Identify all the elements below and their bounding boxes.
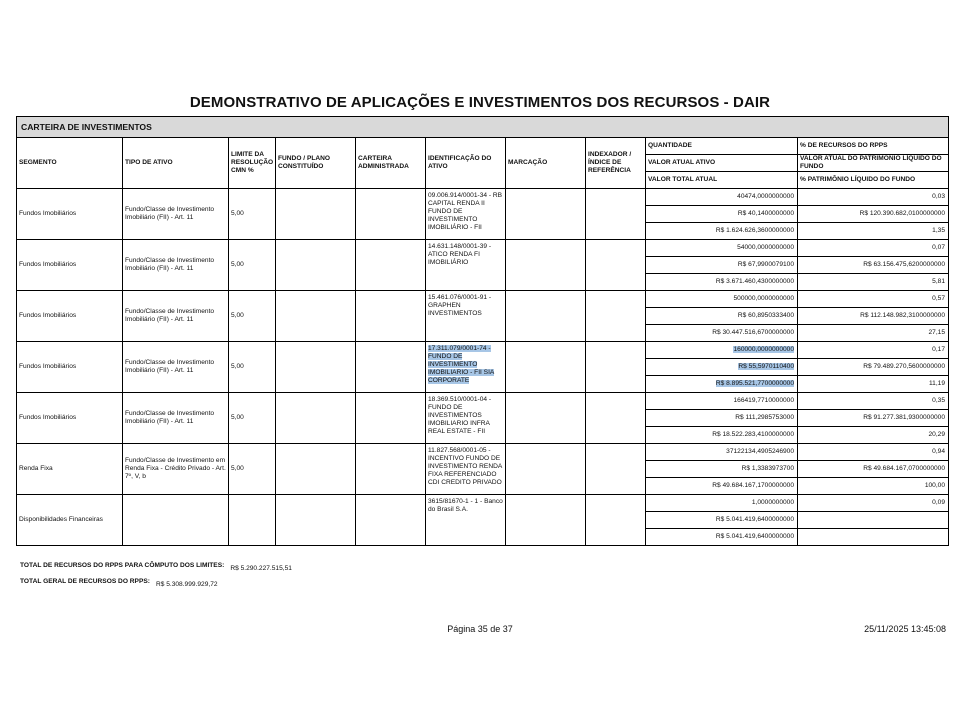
cell-valor-pl-fundo: R$ 79.489.270,5600000000 — [798, 359, 949, 376]
header-pct-recursos: % DE RECURSOS DO RPPS — [798, 138, 949, 155]
cell-segmento: Disponibilidades Financeiras — [17, 495, 123, 546]
cell-tipo-ativo: Fundo/Classe de Investimento Imobiliário (FII) - Art. 11 — [123, 189, 229, 240]
cell-fundo-plano — [276, 444, 356, 495]
cell-carteira — [356, 189, 426, 240]
value-quantidade: 40474,0000000000 — [737, 193, 794, 201]
table-row — [17, 240, 949, 257]
total-computo-label: TOTAL DE RECURSOS DO RPPS PARA CÔMPUTO DOS LIMITES: — [20, 562, 225, 569]
cell-valor-atual-ativo — [646, 512, 798, 529]
cell-fundo-plano — [276, 240, 356, 291]
cell-marcacao — [506, 291, 586, 342]
cell-fundo-plano — [276, 342, 356, 393]
cell-identificacao: 18.369.510/0001-04 - FUNDO DE INVESTIMENTOS IMOBILIARIO INFRA REAL ESTATE - FII — [426, 393, 506, 444]
value-valor-total-atual: R$ 5.041.419,6400000000 — [715, 533, 794, 541]
cell-valor-pl-fundo: R$ 91.277.381,9300000000 — [798, 410, 949, 427]
cell-pct-pl-fundo: 27,15 — [798, 325, 949, 342]
cell-segmento: Renda Fixa — [17, 444, 123, 495]
page-title: DEMONSTRATIVO DE APLICAÇÕES E INVESTIMENTOS DOS RECURSOS - DAIR — [189, 94, 771, 111]
cell-identificacao: 11.827.568/0001-05 - INCENTIVO FUNDO DE INVESTIMENTO RENDA FIXA REFERENCIADO CDI CREDITO PRIVADO — [426, 444, 506, 495]
cell-pct-pl-fundo: 20,29 — [798, 427, 949, 444]
total-geral-line — [20, 578, 218, 588]
cell-pct-pl-fundo: 1,35 — [798, 223, 949, 240]
cell-valor-atual-ativo — [646, 206, 798, 223]
value-valor-atual-ativo: R$ 40,1400000000 — [737, 210, 794, 218]
cell-valor-atual-ativo — [646, 410, 798, 427]
cell-identificacao: 14.631.148/0001-39 - ATICO RENDA FI IMOBILIÁRIO — [426, 240, 506, 291]
value-quantidade: 166419,7710000000 — [733, 397, 794, 405]
cell-segmento: Fundos Imobiliários — [17, 393, 123, 444]
table-row — [17, 393, 949, 410]
cell-valor-pl-fundo: R$ 63.156.475,6200000000 — [798, 257, 949, 274]
cell-pct-recursos: 0,35 — [798, 393, 949, 410]
cell-pct-recursos: 0,57 — [798, 291, 949, 308]
investments-table-wrapper — [16, 116, 948, 546]
header-identificacao: IDENTIFICAÇÃO DO ATIVO — [426, 138, 506, 189]
cell-quantidade — [646, 444, 798, 461]
cell-limite — [229, 495, 276, 546]
header-valor-atual-ativo: VALOR ATUAL ATIVO — [646, 155, 798, 172]
total-computo-value: R$ 5.290.227.515,51 — [230, 565, 292, 572]
table-row — [17, 189, 949, 206]
cell-limite: 5,00 — [229, 291, 276, 342]
table-row — [17, 444, 949, 461]
cell-valor-atual-ativo — [646, 308, 798, 325]
cell-fundo-plano — [276, 495, 356, 546]
total-geral-label: TOTAL GERAL DE RECURSOS DO RPPS: — [20, 578, 150, 585]
cell-pct-recursos: 0,09 — [798, 495, 949, 512]
cell-valor-atual-ativo — [646, 257, 798, 274]
cell-carteira — [356, 291, 426, 342]
table-row — [17, 342, 949, 359]
value-valor-atual-ativo: R$ 60,8950333400 — [737, 312, 794, 320]
cell-limite: 5,00 — [229, 393, 276, 444]
cell-valor-pl-fundo: R$ 112.148.982,3100000000 — [798, 308, 949, 325]
cell-tipo-ativo — [123, 495, 229, 546]
cell-marcacao — [506, 189, 586, 240]
cell-tipo-ativo: Fundo/Classe de Investimento Imobiliário (FII) - Art. 11 — [123, 393, 229, 444]
header-fundo-plano: FUNDO / PLANO CONSTITUÍDO — [276, 138, 356, 189]
cell-fundo-plano — [276, 291, 356, 342]
cell-carteira — [356, 393, 426, 444]
cell-segmento: Fundos Imobiliários — [17, 240, 123, 291]
value-valor-total-atual: R$ 8.895.521,7700000000 — [715, 380, 794, 388]
cell-valor-pl-fundo — [798, 512, 949, 529]
cell-quantidade — [646, 495, 798, 512]
value-valor-total-atual: R$ 1.624.626,3600000000 — [715, 227, 794, 235]
cell-identificacao: 15.461.076/0001-91 - GRAPHEN INVESTIMENTOS — [426, 291, 506, 342]
cell-pct-recursos: 0,07 — [798, 240, 949, 257]
cell-valor-total-atual — [646, 529, 798, 546]
cell-valor-total-atual — [646, 478, 798, 495]
value-valor-atual-ativo: R$ 1,3383973700 — [741, 465, 794, 473]
cell-quantidade — [646, 189, 798, 206]
header-carteira: CARTEIRA ADMINISTRADA — [356, 138, 426, 189]
cell-carteira — [356, 342, 426, 393]
header-valor-total-atual: VALOR TOTAL ATUAL — [646, 172, 798, 189]
value-quantidade: 1,0000000000 — [751, 499, 794, 507]
cell-valor-total-atual — [646, 376, 798, 393]
cell-marcacao — [506, 444, 586, 495]
cell-marcacao — [506, 240, 586, 291]
header-marcacao: MARCAÇÃO — [506, 138, 586, 189]
header-quantidade: QUANTIDADE — [646, 138, 798, 155]
value-quantidade: 37122134,4905246900 — [726, 448, 794, 456]
cell-tipo-ativo: Fundo/Classe de Investimento Imobiliário (FII) - Art. 11 — [123, 291, 229, 342]
value-valor-total-atual: R$ 18.522.283,4100000000 — [712, 431, 794, 439]
cell-segmento: Fundos Imobiliários — [17, 291, 123, 342]
cell-quantidade — [646, 342, 798, 359]
value-valor-total-atual: R$ 49.684.167,1700000000 — [712, 482, 794, 490]
cell-segmento: Fundos Imobiliários — [17, 342, 123, 393]
cell-valor-total-atual — [646, 274, 798, 291]
cell-valor-total-atual — [646, 427, 798, 444]
cell-tipo-ativo: Fundo/Classe de Investimento Imobiliário (FII) - Art. 11 — [123, 240, 229, 291]
cell-pct-pl-fundo: 11,19 — [798, 376, 949, 393]
page-number: Página 35 de 37 — [447, 624, 513, 634]
cell-fundo-plano — [276, 393, 356, 444]
cell-carteira — [356, 495, 426, 546]
cell-indexador — [586, 291, 646, 342]
cell-indexador — [586, 393, 646, 444]
cell-valor-total-atual — [646, 325, 798, 342]
cell-valor-total-atual — [646, 223, 798, 240]
value-valor-atual-ativo: R$ 111,2985753000 — [735, 414, 794, 422]
header-tipo-ativo: TIPO DE ATIVO — [123, 138, 229, 189]
cell-limite: 5,00 — [229, 444, 276, 495]
cell-limite: 5,00 — [229, 240, 276, 291]
cell-valor-pl-fundo: R$ 120.390.682,0100000000 — [798, 206, 949, 223]
section-title: CARTEIRA DE INVESTIMENTOS — [17, 117, 949, 138]
header-pct-pl-fundo: % PATRIMÔNIO LÍQUIDO DO FUNDO — [798, 172, 949, 189]
cell-pct-recursos: 0,03 — [798, 189, 949, 206]
value-valor-atual-ativo: R$ 5.041.419,6400000000 — [715, 516, 794, 524]
header-segmento: SEGMENTO — [17, 138, 123, 189]
report-datetime: 25/11/2025 13:45:08 — [864, 624, 946, 634]
cell-indexador — [586, 342, 646, 393]
header-indexador: INDEXADOR / ÍNDICE DE REFERÊNCIA — [586, 138, 646, 189]
cell-carteira — [356, 240, 426, 291]
cell-limite: 5,00 — [229, 189, 276, 240]
cell-identificacao — [426, 342, 506, 393]
table-row — [17, 495, 949, 512]
cell-valor-atual-ativo — [646, 359, 798, 376]
cell-pct-recursos: 0,94 — [798, 444, 949, 461]
value-quantidade: 54000,0000000000 — [737, 244, 794, 252]
header-limite: LIMITE DA RESOLUÇÃO CMN % — [229, 138, 276, 189]
investments-table — [16, 116, 949, 546]
cell-tipo-ativo: Fundo/Classe de Investimento em Renda Fixa - Crédito Privado - Art. 7º, V, b — [123, 444, 229, 495]
cell-pct-recursos: 0,17 — [798, 342, 949, 359]
total-geral-value: R$ 5.308.999.929,72 — [155, 581, 218, 588]
cell-indexador — [586, 189, 646, 240]
header-valor-pl-fundo: VALOR ATUAL DO PATRIMÔNIO LÍQUIDO DO FUNDO — [798, 155, 949, 172]
value-valor-atual-ativo: R$ 67,9900079100 — [737, 261, 794, 269]
cell-pct-pl-fundo: 5,81 — [798, 274, 949, 291]
cell-marcacao — [506, 342, 586, 393]
cell-indexador — [586, 240, 646, 291]
cell-segmento: Fundos Imobiliários — [17, 189, 123, 240]
total-computo-line — [20, 562, 292, 572]
value-quantidade: 160000,0000000000 — [733, 346, 794, 354]
value-quantidade: 500000,0000000000 — [733, 295, 794, 303]
cell-pct-pl-fundo — [798, 529, 949, 546]
cell-tipo-ativo: Fundo/Classe de Investimento Imobiliário (FII) - Art. 11 — [123, 342, 229, 393]
cell-indexador — [586, 495, 646, 546]
cell-quantidade — [646, 393, 798, 410]
cell-pct-pl-fundo: 100,00 — [798, 478, 949, 495]
value-valor-total-atual: R$ 30.447.516,6700000000 — [712, 329, 794, 337]
cell-fundo-plano — [276, 189, 356, 240]
cell-carteira — [356, 444, 426, 495]
cell-valor-pl-fundo: R$ 49.684.167,0700000000 — [798, 461, 949, 478]
value-valor-total-atual: R$ 3.671.460,4300000000 — [715, 278, 794, 286]
cell-quantidade — [646, 240, 798, 257]
cell-marcacao — [506, 393, 586, 444]
cell-marcacao — [506, 495, 586, 546]
cell-limite: 5,00 — [229, 342, 276, 393]
highlighted-identificacao: 17.311.079/0001-74 - FUNDO DE INVESTIMENTO IMOBILIARIO - FII SIA CORPORATE — [428, 345, 495, 384]
cell-quantidade — [646, 291, 798, 308]
table-row — [17, 291, 949, 308]
cell-identificacao: 3615/81670-1 - 1 - Banco do Brasil S.A. — [426, 495, 506, 546]
value-valor-atual-ativo: R$ 55,5970110400 — [738, 363, 794, 371]
cell-identificacao: 09.006.914/0001-34 - RB CAPITAL RENDA II FUNDO DE INVESTIMENTO IMOBILIÁRIO - FII — [426, 189, 506, 240]
cell-indexador — [586, 444, 646, 495]
cell-valor-atual-ativo — [646, 461, 798, 478]
